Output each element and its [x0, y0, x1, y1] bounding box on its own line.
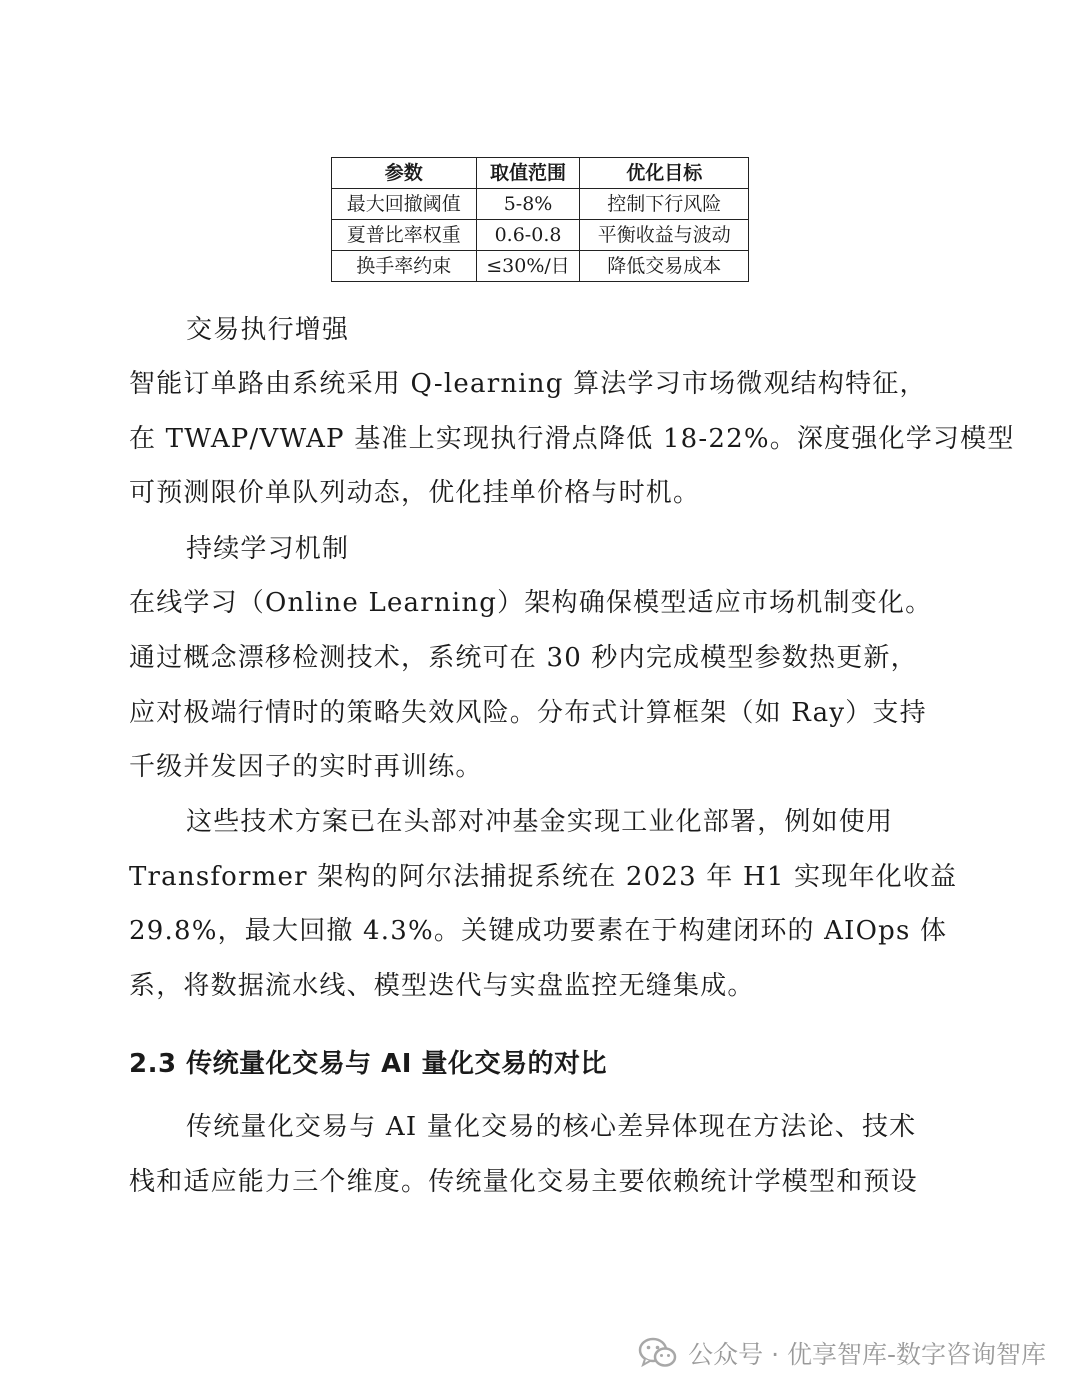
paragraph-line: 通过概念漂移检测技术，系统可在 30 秒内完成模型参数热更新，	[129, 643, 918, 673]
table-cell: 夏普比率权重	[332, 220, 477, 251]
parameter-table	[331, 157, 749, 282]
paragraph-line: 智能订单路由系统采用 Q-learning 算法学习市场微观结构特征，	[129, 369, 927, 399]
paragraph-line: 在线学习（Online Learning）架构确保模型适应市场机制变化。	[129, 588, 933, 618]
table-cell: 控制下行风险	[580, 189, 749, 220]
table-cell: 最大回撤阈值	[332, 189, 477, 220]
watermark	[638, 1335, 1046, 1371]
paragraph-line: 应对极端行情时的策略失效风险。分布式计算框架（如 Ray）支持	[129, 698, 927, 728]
table-row	[332, 251, 749, 282]
wechat-icon	[638, 1336, 678, 1370]
table-cell: ≤30%/日	[476, 251, 580, 282]
table-cell: 5-8%	[476, 189, 580, 220]
paragraph-line: 这些技术方案已在头部对冲基金实现工业化部署，例如使用	[186, 807, 894, 837]
paragraph-line: 可预测限价单队列动态，优化挂单价格与时机。	[129, 478, 701, 508]
paragraph-line: 栈和适应能力三个维度。传统量化交易主要依赖统计学模型和预设	[129, 1167, 918, 1197]
subsection-title-execution: 交易执行增强	[186, 315, 350, 345]
subsection-title-learning: 持续学习机制	[186, 534, 350, 564]
table-header-cell: 优化目标	[580, 158, 749, 189]
table-header-cell: 参数	[332, 158, 477, 189]
table-cell: 平衡收益与波动	[580, 220, 749, 251]
table-row	[332, 189, 749, 220]
paragraph-line: 传统量化交易与 AI 量化交易的核心差异体现在方法论、技术	[186, 1112, 917, 1142]
table-row	[332, 220, 749, 251]
paragraph-line: 在 TWAP/VWAP 基准上实现执行滑点降低 18-22%。深度强化学习模型	[129, 424, 1015, 454]
paragraph-line: 29.8%，最大回撤 4.3%。关键成功要素在于构建闭环的 AIOps 体	[129, 916, 948, 946]
table-header-cell: 取值范围	[476, 158, 580, 189]
paragraph-line: 千级并发因子的实时再训练。	[129, 752, 483, 782]
table-cell: 0.6-0.8	[476, 220, 580, 251]
table-header-row	[332, 158, 749, 189]
watermark-text: 公众号 · 优享智库-数字咨询智库	[688, 1340, 1046, 1369]
table-cell: 降低交易成本	[580, 251, 749, 282]
paragraph-line: 系，将数据流水线、模型迭代与实盘监控无缝集成。	[129, 971, 755, 1001]
table-cell: 换手率约束	[332, 251, 477, 282]
section-heading: 2.3 传统量化交易与 AI 量化交易的对比	[129, 1049, 608, 1079]
paragraph-line: Transformer 架构的阿尔法捕捉系统在 2023 年 H1 实现年化收益	[129, 862, 958, 892]
